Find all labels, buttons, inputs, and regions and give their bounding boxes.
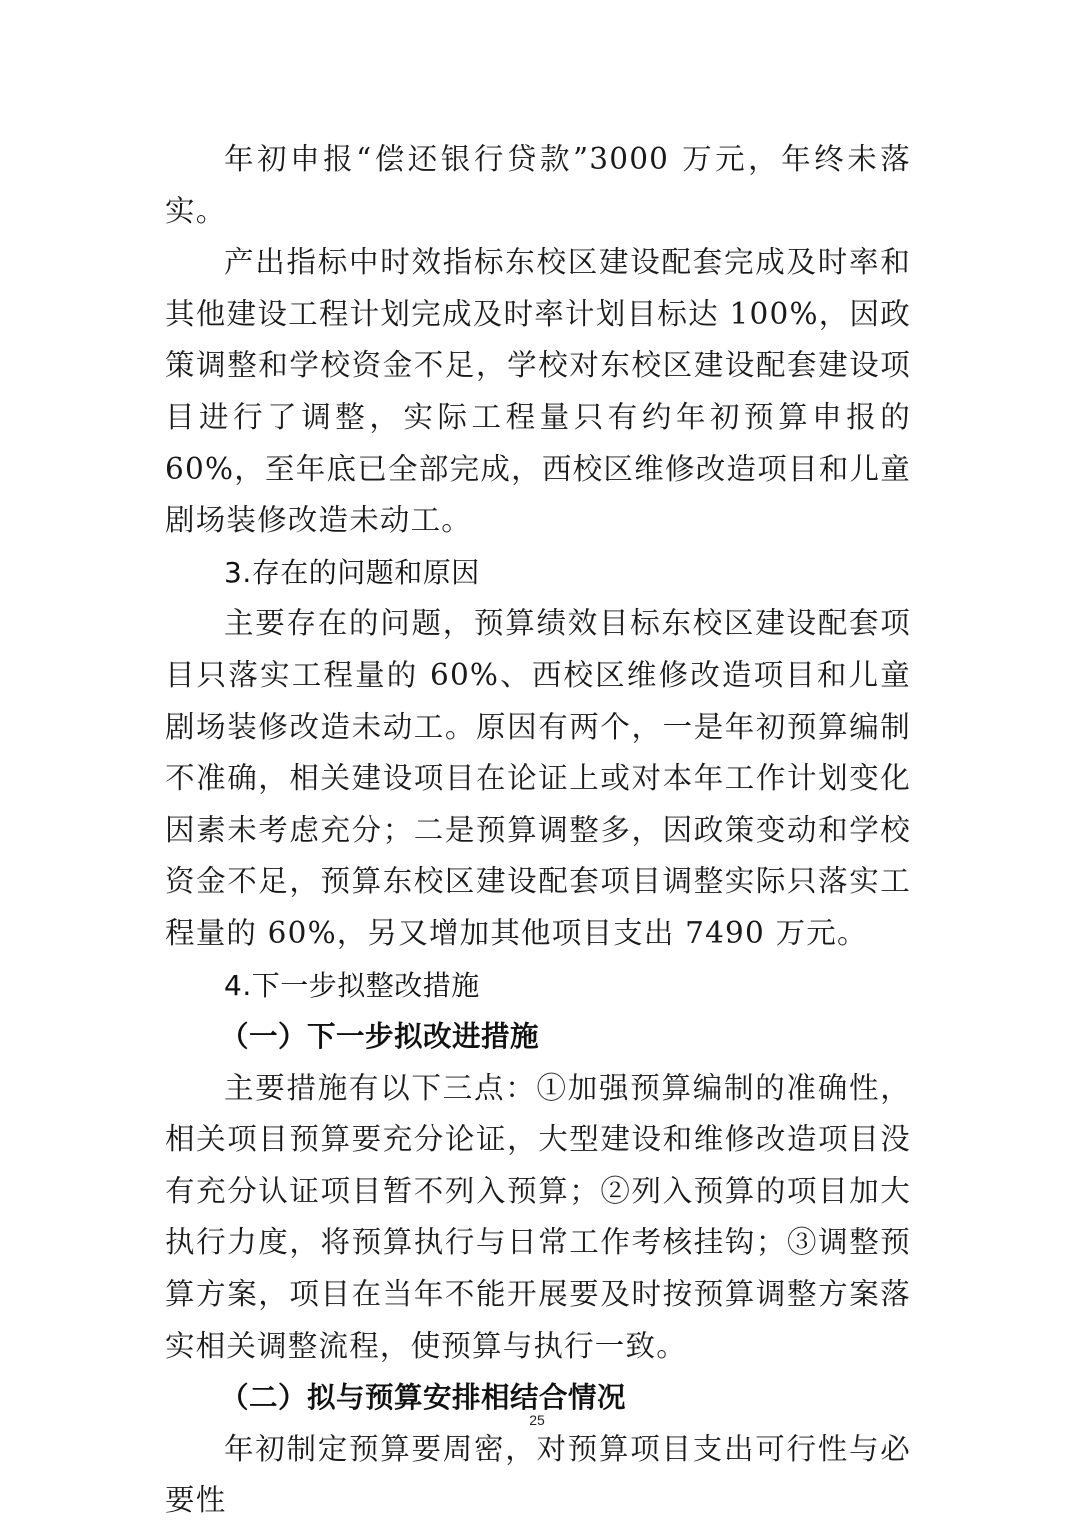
subheading-improvement-measures: （一）下一步拟改进措施 [220, 1020, 540, 1054]
paragraph-main-measures: 主要措施有以下三点：①加强预算编制的准确性，相关项目预算要充分论证，大型建设和维修改造项目没有充分认证项目暂不列入预算；②列入预算的项目加大执行力度，将预算执行与日常工作考核挂钩；③调整预算方案，项目在当年不能开展要及时按预算调整方案落实相关调整流程，使预算与执行一致。 [165, 1070, 911, 1363]
paragraph-loan-repayment: 年初申报“偿还银行贷款”3000 万元，年终未落实。 [165, 142, 911, 228]
page-number: 25 [529, 1412, 545, 1428]
heading-rectification-measures: 4.下一步拟整改措施 [224, 968, 480, 1002]
body-text [165, 134, 911, 1527]
paragraph-main-problems: 主要存在的问题，预算绩效目标东校区建设配套项目只落实工程量的 60%、西校区维修改造项目和儿童剧场装修改造未动工。原因有两个，一是年初预算编制不准确，相关建设项目在论证上或对本年工作计划变化因素未考虑充分；二是预算调整多，因政策变动和学校资金不足，预算东校区建设配套项目调整实际只落实工程量的 60%，另又增加其他项目支出 7490 万元。 [165, 606, 911, 950]
paragraph-output-indicators: 产出指标中时效指标东校区建设配套完成及时率和其他建设工程计划完成及时率计划目标达 100%，因政策调整和学校资金不足，学校对东校区建设配套建设项目进行了调整，实际工程量只有约年初预算申报的 60%，至年底已全部完成，西校区维修改造项目和儿童剧场装修改造未动工。 [165, 245, 911, 538]
paragraph-budget-planning: 年初制定预算要周密，对预算项目支出可行性与必要性 [165, 1431, 911, 1518]
subheading-budget-integration: （二）拟与预算安排相结合情况 [220, 1381, 627, 1415]
heading-problems-and-causes: 3.存在的问题和原因 [224, 555, 480, 589]
